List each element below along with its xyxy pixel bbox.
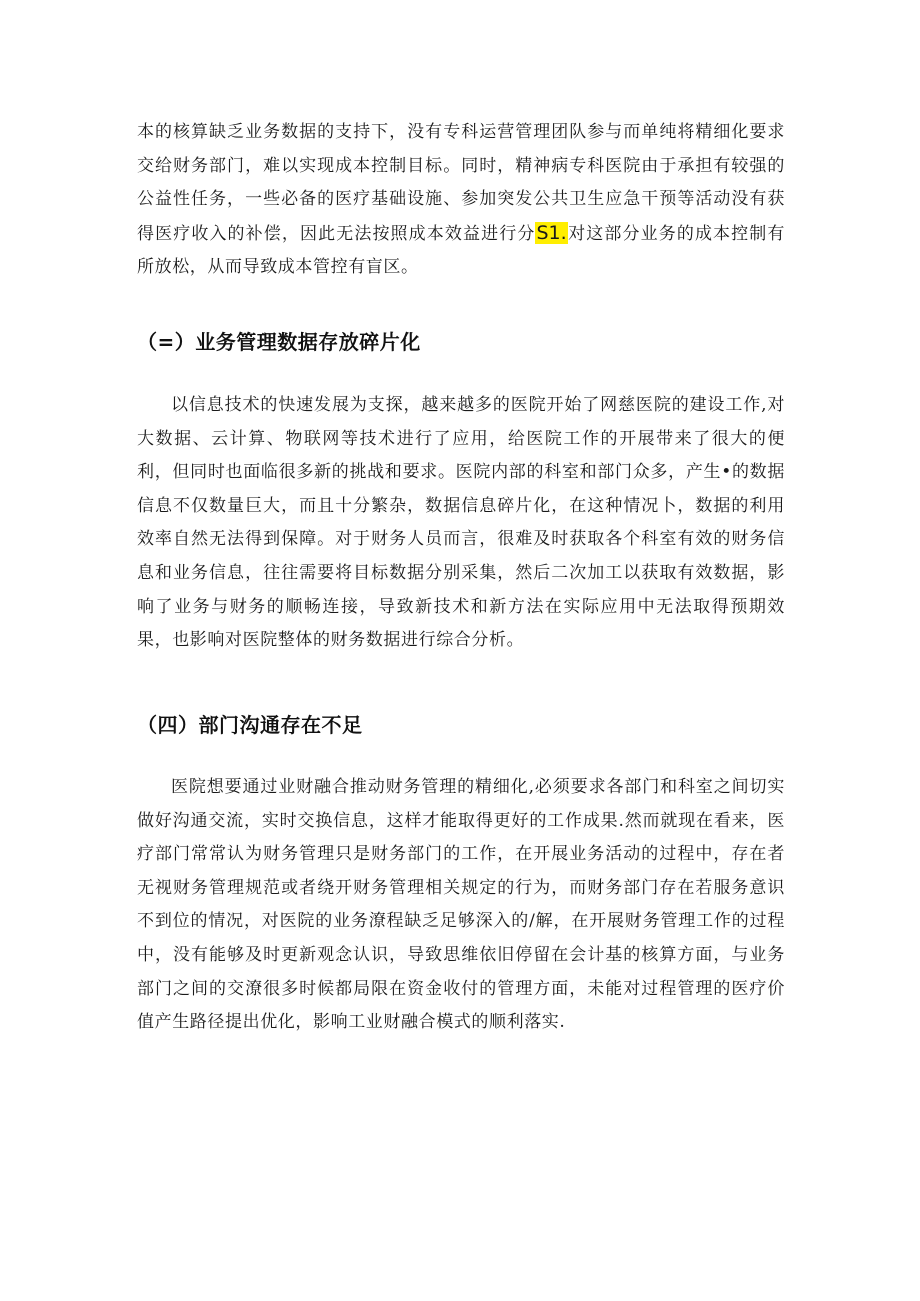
- section-heading-data-fragmentation: （=）业务管理数据存放碎片化: [137, 330, 421, 354]
- section-heading-communication: （四）部门沟通存在不足: [137, 713, 363, 737]
- highlighted-marker: S1.: [536, 221, 567, 244]
- paragraph-communication: 医院想要通过业财融合推动财务管理的精细化,必须要求各部门和科室之间切实做好沟通交流，实时交换信息，这样才能取得更好的工作成果.然而就现在看来，医疗部门常常认为财务管理只是财务部门的工作，在开展业务活动的过程中，存在者无视财务管理规范或者绕开财务管理相关规定的行为，而财务部门存在若服务意识不到位的情况，对医院的业务潦程缺乏足够深入的/解，在开展财务管理工作的过程中，没有能够及时更新观念认识，导致思维依旧停留在会计基的核算方面，与业务部门之间的交潦很多时候都局限在资金收付的管理方面，未能对过程管理的医疗价值产生路径提出优化，影响工业财融合模式的顺利落实.: [137, 777, 785, 1033]
- paragraph-data-fragmentation: 以信息技术的快速发展为支探，越来越多的医院开始了网慈医院的建设工作,对大数据、云计算、物联网等技术进行了应用，给医院工作的开展带来了很大的便利，但同时也面临很多新的挑战和要求。医院内部的科室和部门众多，产生•的数据信息不仅数量巨大，而且十分繁杂，数据信息碎片化，在这种情况卜，数据的利用效率自然无法得到保障。对于财务人员而言，很难及时获取各个科室有效的财务信息和业务信息，往往需要将目标数据分别采集，然后二次加工以获取有效数据，影响了业务与财务的顺畅连接，导致新技术和新方法在实际应用中无法取得预期效果，也影响对医院整体的财务数据进行综合分析。: [137, 395, 785, 651]
- paragraph-cost-control-text-after: 对这部分业务的成本控制有所放松，从而导致成本管控有盲区。: [137, 223, 785, 278]
- paragraph-cost-control: [137, 116, 785, 285]
- paragraph-cost-control-text-before: 本的核算缺乏业务数据的支持下，没有专科运营管理团队参与而单纯将精细化要求交给财务部门，难以实现成本控制目标。同时，精神病专科医院由于承担有较强的公益性任务，一些必备的医疗基础设施、参加突发公共卫生应急干预等活动没有获得医疗收入的补偿，因此无法按照成本效益进行分: [137, 122, 785, 244]
